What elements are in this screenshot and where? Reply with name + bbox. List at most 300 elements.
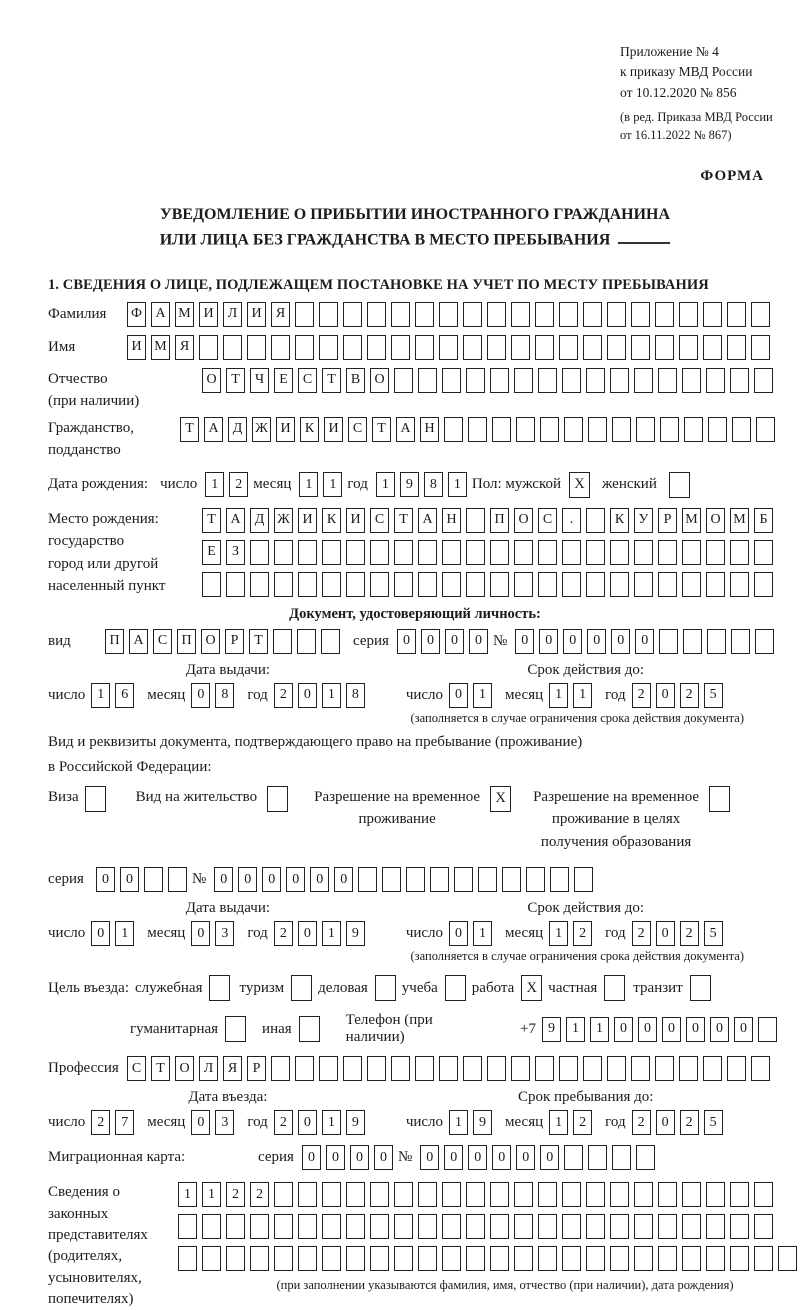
char-cell[interactable] (490, 1246, 509, 1271)
char-cell[interactable]: С (538, 508, 557, 533)
char-cell[interactable] (634, 540, 653, 565)
char-cell[interactable] (586, 1246, 605, 1271)
char-cell[interactable] (298, 1246, 317, 1271)
char-cell[interactable]: С (127, 1056, 146, 1081)
char-cell[interactable] (346, 1214, 365, 1239)
char-cell[interactable] (754, 572, 773, 597)
char-cell[interactable] (732, 417, 751, 442)
char-cell[interactable] (274, 1214, 293, 1239)
char-cell[interactable]: 0 (298, 921, 317, 946)
char-cell[interactable]: Н (420, 417, 439, 442)
char-cell[interactable] (358, 867, 377, 892)
char-cell[interactable] (610, 572, 629, 597)
char-cell[interactable] (223, 335, 242, 360)
char-cell[interactable]: Ф (127, 302, 146, 327)
char-cell[interactable]: Т (202, 508, 221, 533)
purpose-official-checkbox[interactable] (209, 975, 230, 1001)
char-cell[interactable]: 0 (635, 629, 654, 654)
char-cell[interactable] (391, 302, 410, 327)
char-cell[interactable] (442, 540, 461, 565)
char-cell[interactable]: 0 (734, 1017, 753, 1042)
purpose-other-checkbox[interactable] (299, 1016, 320, 1042)
char-cell[interactable] (634, 572, 653, 597)
char-cell[interactable] (178, 1246, 197, 1271)
char-cell[interactable]: И (199, 302, 218, 327)
char-cell[interactable] (343, 302, 362, 327)
sex-male-checkbox[interactable]: X (569, 472, 590, 498)
char-cell[interactable] (367, 302, 386, 327)
char-cell[interactable]: 0 (444, 1145, 463, 1170)
char-cell[interactable]: 0 (310, 867, 329, 892)
char-cell[interactable] (583, 335, 602, 360)
char-cell[interactable] (682, 572, 701, 597)
char-cell[interactable] (679, 335, 698, 360)
char-cell[interactable]: 1 (376, 472, 395, 497)
char-cell[interactable] (751, 302, 770, 327)
char-cell[interactable]: И (324, 417, 343, 442)
char-cell[interactable] (295, 302, 314, 327)
char-cell[interactable]: 1 (473, 921, 492, 946)
char-cell[interactable]: В (346, 368, 365, 393)
char-cell[interactable] (538, 1246, 557, 1271)
char-cell[interactable]: С (370, 508, 389, 533)
char-cell[interactable]: 2 (91, 1110, 110, 1135)
char-cell[interactable] (550, 867, 569, 892)
char-cell[interactable]: К (300, 417, 319, 442)
char-cell[interactable] (321, 629, 340, 654)
char-cell[interactable] (370, 1214, 389, 1239)
char-cell[interactable] (487, 302, 506, 327)
char-cell[interactable]: И (247, 302, 266, 327)
char-cell[interactable] (588, 417, 607, 442)
char-cell[interactable]: Ж (252, 417, 271, 442)
char-cell[interactable]: А (226, 508, 245, 533)
char-cell[interactable] (684, 417, 703, 442)
char-cell[interactable] (250, 1214, 269, 1239)
char-cell[interactable]: 0 (191, 921, 210, 946)
char-cell[interactable]: О (175, 1056, 194, 1081)
char-cell[interactable] (418, 368, 437, 393)
char-cell[interactable] (562, 368, 581, 393)
char-cell[interactable] (226, 1214, 245, 1239)
char-cell[interactable] (610, 368, 629, 393)
char-cell[interactable] (346, 540, 365, 565)
char-cell[interactable] (634, 1246, 653, 1271)
char-cell[interactable]: 2 (680, 921, 699, 946)
char-cell[interactable] (466, 1182, 485, 1207)
char-cell[interactable] (442, 1246, 461, 1271)
char-cell[interactable] (466, 368, 485, 393)
char-cell[interactable]: И (346, 508, 365, 533)
char-cell[interactable] (730, 572, 749, 597)
char-cell[interactable]: Т (372, 417, 391, 442)
char-cell[interactable]: 2 (632, 1110, 651, 1135)
char-cell[interactable] (659, 629, 678, 654)
char-cell[interactable] (202, 572, 221, 597)
char-cell[interactable] (610, 540, 629, 565)
char-cell[interactable] (274, 1182, 293, 1207)
char-cell[interactable] (754, 1214, 773, 1239)
char-cell[interactable]: 0 (214, 867, 233, 892)
char-cell[interactable] (199, 335, 218, 360)
char-cell[interactable] (367, 335, 386, 360)
option-residence-permit-checkbox[interactable] (267, 786, 288, 812)
option-temp-residence-checkbox[interactable]: X (490, 786, 511, 812)
char-cell[interactable] (394, 1246, 413, 1271)
char-cell[interactable] (394, 540, 413, 565)
char-cell[interactable] (274, 572, 293, 597)
char-cell[interactable]: А (204, 417, 223, 442)
char-cell[interactable]: 0 (350, 1145, 369, 1170)
char-cell[interactable] (658, 1182, 677, 1207)
char-cell[interactable]: Р (247, 1056, 266, 1081)
char-cell[interactable]: 1 (449, 1110, 468, 1135)
char-cell[interactable] (319, 1056, 338, 1081)
char-cell[interactable] (250, 1246, 269, 1271)
char-cell[interactable] (754, 1246, 773, 1271)
char-cell[interactable] (466, 1246, 485, 1271)
char-cell[interactable]: Б (754, 508, 773, 533)
char-cell[interactable]: 0 (638, 1017, 657, 1042)
char-cell[interactable] (418, 1246, 437, 1271)
char-cell[interactable] (406, 867, 425, 892)
char-cell[interactable]: 1 (549, 1110, 568, 1135)
char-cell[interactable]: 9 (346, 921, 365, 946)
char-cell[interactable] (370, 1246, 389, 1271)
char-cell[interactable] (538, 1214, 557, 1239)
char-cell[interactable] (655, 302, 674, 327)
char-cell[interactable]: П (105, 629, 124, 654)
char-cell[interactable] (559, 1056, 578, 1081)
char-cell[interactable] (319, 302, 338, 327)
char-cell[interactable] (538, 540, 557, 565)
char-cell[interactable] (226, 572, 245, 597)
char-cell[interactable] (562, 1182, 581, 1207)
char-cell[interactable] (559, 335, 578, 360)
char-cell[interactable] (754, 540, 773, 565)
char-cell[interactable] (682, 1214, 701, 1239)
char-cell[interactable]: О (706, 508, 725, 533)
char-cell[interactable]: 1 (91, 683, 110, 708)
char-cell[interactable] (343, 335, 362, 360)
char-cell[interactable]: А (151, 302, 170, 327)
char-cell[interactable]: Д (250, 508, 269, 533)
char-cell[interactable]: 2 (632, 921, 651, 946)
char-cell[interactable] (564, 417, 583, 442)
char-cell[interactable] (322, 1246, 341, 1271)
char-cell[interactable]: Е (274, 368, 293, 393)
char-cell[interactable] (562, 1246, 581, 1271)
char-cell[interactable] (439, 335, 458, 360)
char-cell[interactable] (703, 335, 722, 360)
char-cell[interactable]: 1 (566, 1017, 585, 1042)
char-cell[interactable] (394, 368, 413, 393)
char-cell[interactable] (706, 1214, 725, 1239)
char-cell[interactable] (202, 1214, 221, 1239)
char-cell[interactable]: 3 (215, 921, 234, 946)
char-cell[interactable] (703, 1056, 722, 1081)
char-cell[interactable]: И (127, 335, 146, 360)
char-cell[interactable]: 0 (587, 629, 606, 654)
char-cell[interactable] (463, 1056, 482, 1081)
char-cell[interactable] (754, 1182, 773, 1207)
char-cell[interactable]: 2 (274, 921, 293, 946)
char-cell[interactable]: И (276, 417, 295, 442)
char-cell[interactable] (634, 1214, 653, 1239)
char-cell[interactable] (706, 368, 725, 393)
sex-female-checkbox[interactable] (669, 472, 690, 498)
char-cell[interactable]: 0 (191, 683, 210, 708)
char-cell[interactable]: Н (442, 508, 461, 533)
char-cell[interactable]: 0 (539, 629, 558, 654)
char-cell[interactable] (514, 1214, 533, 1239)
char-cell[interactable]: 0 (468, 1145, 487, 1170)
char-cell[interactable] (778, 1246, 797, 1271)
char-cell[interactable] (730, 1182, 749, 1207)
char-cell[interactable] (415, 1056, 434, 1081)
char-cell[interactable] (297, 629, 316, 654)
char-cell[interactable]: 0 (516, 1145, 535, 1170)
char-cell[interactable] (370, 1182, 389, 1207)
char-cell[interactable] (682, 368, 701, 393)
char-cell[interactable] (607, 1056, 626, 1081)
char-cell[interactable] (658, 1214, 677, 1239)
char-cell[interactable] (727, 1056, 746, 1081)
char-cell[interactable]: Р (658, 508, 677, 533)
char-cell[interactable] (706, 540, 725, 565)
char-cell[interactable]: 0 (298, 683, 317, 708)
char-cell[interactable] (634, 1182, 653, 1207)
char-cell[interactable] (727, 335, 746, 360)
char-cell[interactable]: К (322, 508, 341, 533)
char-cell[interactable] (658, 1246, 677, 1271)
char-cell[interactable] (679, 1056, 698, 1081)
char-cell[interactable]: 1 (115, 921, 134, 946)
char-cell[interactable]: Ч (250, 368, 269, 393)
char-cell[interactable] (588, 1145, 607, 1170)
char-cell[interactable] (391, 1056, 410, 1081)
char-cell[interactable]: 2 (680, 683, 699, 708)
char-cell[interactable]: М (175, 302, 194, 327)
char-cell[interactable] (367, 1056, 386, 1081)
char-cell[interactable] (466, 1214, 485, 1239)
char-cell[interactable] (298, 540, 317, 565)
char-cell[interactable]: 1 (178, 1182, 197, 1207)
char-cell[interactable] (444, 417, 463, 442)
char-cell[interactable]: 6 (115, 683, 134, 708)
char-cell[interactable]: 0 (421, 629, 440, 654)
char-cell[interactable] (490, 368, 509, 393)
char-cell[interactable]: 9 (346, 1110, 365, 1135)
char-cell[interactable] (586, 1182, 605, 1207)
char-cell[interactable] (610, 1246, 629, 1271)
purpose-transit-checkbox[interactable] (690, 975, 711, 1001)
char-cell[interactable] (511, 1056, 530, 1081)
char-cell[interactable]: . (562, 508, 581, 533)
char-cell[interactable] (706, 1182, 725, 1207)
char-cell[interactable]: 1 (322, 683, 341, 708)
char-cell[interactable] (463, 335, 482, 360)
char-cell[interactable] (322, 1214, 341, 1239)
char-cell[interactable] (250, 540, 269, 565)
char-cell[interactable]: 0 (656, 921, 675, 946)
char-cell[interactable] (631, 335, 650, 360)
char-cell[interactable] (466, 540, 485, 565)
char-cell[interactable] (511, 335, 530, 360)
char-cell[interactable]: 1 (573, 683, 592, 708)
char-cell[interactable] (418, 1182, 437, 1207)
char-cell[interactable] (755, 629, 774, 654)
char-cell[interactable] (418, 572, 437, 597)
char-cell[interactable] (730, 368, 749, 393)
char-cell[interactable] (610, 1182, 629, 1207)
char-cell[interactable]: Т (226, 368, 245, 393)
char-cell[interactable]: Т (322, 368, 341, 393)
char-cell[interactable] (682, 1182, 701, 1207)
char-cell[interactable]: Я (223, 1056, 242, 1081)
char-cell[interactable] (322, 540, 341, 565)
char-cell[interactable]: 1 (299, 472, 318, 497)
char-cell[interactable] (634, 368, 653, 393)
char-cell[interactable] (706, 572, 725, 597)
char-cell[interactable]: Я (271, 302, 290, 327)
purpose-business-checkbox[interactable] (375, 975, 396, 1001)
char-cell[interactable] (466, 508, 485, 533)
char-cell[interactable] (730, 1214, 749, 1239)
char-cell[interactable] (586, 1214, 605, 1239)
char-cell[interactable] (682, 540, 701, 565)
purpose-study-checkbox[interactable] (445, 975, 466, 1001)
char-cell[interactable]: К (610, 508, 629, 533)
char-cell[interactable] (658, 572, 677, 597)
char-cell[interactable]: Я (175, 335, 194, 360)
char-cell[interactable] (559, 302, 578, 327)
char-cell[interactable] (514, 368, 533, 393)
option-visa-checkbox[interactable] (85, 786, 106, 812)
char-cell[interactable]: 0 (96, 867, 115, 892)
purpose-tourism-checkbox[interactable] (291, 975, 312, 1001)
char-cell[interactable] (574, 867, 593, 892)
char-cell[interactable] (658, 368, 677, 393)
char-cell[interactable] (418, 540, 437, 565)
char-cell[interactable]: 8 (215, 683, 234, 708)
char-cell[interactable]: И (298, 508, 317, 533)
char-cell[interactable] (478, 867, 497, 892)
char-cell[interactable]: 0 (302, 1145, 321, 1170)
char-cell[interactable]: 0 (449, 683, 468, 708)
char-cell[interactable]: 0 (374, 1145, 393, 1170)
char-cell[interactable] (730, 540, 749, 565)
char-cell[interactable] (370, 540, 389, 565)
char-cell[interactable] (442, 1182, 461, 1207)
char-cell[interactable] (708, 417, 727, 442)
char-cell[interactable]: 0 (286, 867, 305, 892)
char-cell[interactable]: 0 (445, 629, 464, 654)
char-cell[interactable] (274, 540, 293, 565)
char-cell[interactable]: 0 (686, 1017, 705, 1042)
char-cell[interactable]: М (682, 508, 701, 533)
char-cell[interactable]: 2 (573, 921, 592, 946)
char-cell[interactable]: У (634, 508, 653, 533)
char-cell[interactable] (660, 417, 679, 442)
char-cell[interactable]: О (202, 368, 221, 393)
char-cell[interactable] (202, 1246, 221, 1271)
char-cell[interactable]: 0 (611, 629, 630, 654)
char-cell[interactable] (535, 335, 554, 360)
char-cell[interactable]: П (490, 508, 509, 533)
char-cell[interactable] (487, 335, 506, 360)
char-cell[interactable] (538, 572, 557, 597)
char-cell[interactable]: 1 (322, 921, 341, 946)
char-cell[interactable] (607, 335, 626, 360)
char-cell[interactable]: О (201, 629, 220, 654)
char-cell[interactable] (274, 1246, 293, 1271)
char-cell[interactable]: 5 (704, 921, 723, 946)
char-cell[interactable]: 1 (202, 1182, 221, 1207)
char-cell[interactable] (535, 302, 554, 327)
char-cell[interactable] (636, 1145, 655, 1170)
char-cell[interactable]: 0 (515, 629, 534, 654)
char-cell[interactable] (562, 1214, 581, 1239)
char-cell[interactable] (538, 1182, 557, 1207)
char-cell[interactable] (612, 1145, 631, 1170)
char-cell[interactable] (490, 572, 509, 597)
char-cell[interactable]: Т (180, 417, 199, 442)
char-cell[interactable]: 1 (549, 921, 568, 946)
char-cell[interactable] (511, 302, 530, 327)
char-cell[interactable]: 2 (250, 1182, 269, 1207)
char-cell[interactable] (682, 1246, 701, 1271)
char-cell[interactable] (540, 417, 559, 442)
char-cell[interactable]: 2 (632, 683, 651, 708)
char-cell[interactable] (514, 1182, 533, 1207)
char-cell[interactable] (514, 572, 533, 597)
char-cell[interactable]: 2 (680, 1110, 699, 1135)
char-cell[interactable] (538, 368, 557, 393)
char-cell[interactable]: 0 (298, 1110, 317, 1135)
char-cell[interactable] (343, 1056, 362, 1081)
char-cell[interactable]: 8 (424, 472, 443, 497)
char-cell[interactable]: А (418, 508, 437, 533)
char-cell[interactable] (442, 572, 461, 597)
char-cell[interactable]: Ж (274, 508, 293, 533)
char-cell[interactable]: 0 (91, 921, 110, 946)
char-cell[interactable] (731, 629, 750, 654)
char-cell[interactable] (468, 417, 487, 442)
char-cell[interactable]: 7 (115, 1110, 134, 1135)
char-cell[interactable] (271, 335, 290, 360)
char-cell[interactable] (370, 572, 389, 597)
char-cell[interactable] (394, 572, 413, 597)
char-cell[interactable]: 0 (420, 1145, 439, 1170)
char-cell[interactable]: М (730, 508, 749, 533)
char-cell[interactable] (607, 302, 626, 327)
char-cell[interactable]: 9 (400, 472, 419, 497)
char-cell[interactable] (250, 572, 269, 597)
char-cell[interactable]: 1 (549, 683, 568, 708)
char-cell[interactable] (583, 1056, 602, 1081)
char-cell[interactable] (564, 1145, 583, 1170)
char-cell[interactable] (586, 508, 605, 533)
char-cell[interactable]: 1 (590, 1017, 609, 1042)
char-cell[interactable]: Т (249, 629, 268, 654)
char-cell[interactable] (683, 629, 702, 654)
char-cell[interactable] (466, 572, 485, 597)
char-cell[interactable] (391, 335, 410, 360)
char-cell[interactable]: 5 (704, 1110, 723, 1135)
char-cell[interactable]: Т (151, 1056, 170, 1081)
char-cell[interactable] (322, 1182, 341, 1207)
